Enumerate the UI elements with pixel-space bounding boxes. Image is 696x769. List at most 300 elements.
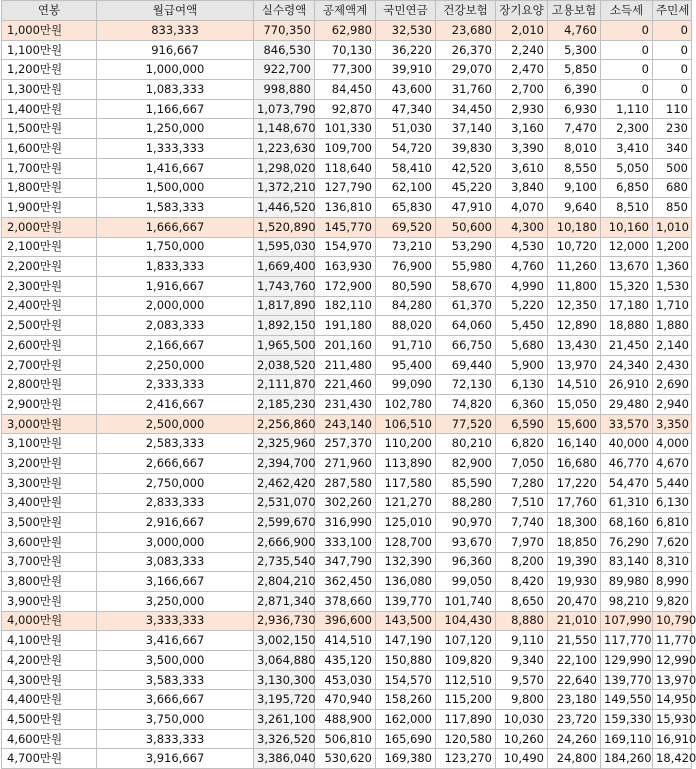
table-row xyxy=(2,454,692,474)
cell-monthly: 3,416,667 xyxy=(97,631,254,651)
cell-employ: 5,850 xyxy=(548,60,601,80)
table-row xyxy=(2,611,692,631)
table-row xyxy=(2,552,692,572)
table-row xyxy=(2,316,692,336)
cell-employ: 24,800 xyxy=(548,749,601,769)
cell-monthly: 1,083,333 xyxy=(97,80,254,100)
cell-employ: 22,640 xyxy=(548,670,601,690)
cell-deduct: 211,480 xyxy=(315,355,376,375)
cell-salary: 3,300만원 xyxy=(2,473,97,493)
cell-care: 6,360 xyxy=(496,395,548,415)
cell-deduct: 154,970 xyxy=(315,237,376,257)
cell-net: 3,195,720 xyxy=(254,690,315,710)
cell-income-tax: 89,980 xyxy=(601,572,653,592)
table-row xyxy=(2,670,692,690)
cell-monthly: 1,500,000 xyxy=(97,178,254,198)
cell-care: 3,610 xyxy=(496,158,548,178)
cell-pension: 47,340 xyxy=(376,99,436,119)
cell-income-tax: 129,990 xyxy=(601,651,653,671)
cell-health: 93,670 xyxy=(436,532,496,552)
cell-salary: 2,300만원 xyxy=(2,276,97,296)
cell-deduct: 453,030 xyxy=(315,670,376,690)
cell-care: 7,050 xyxy=(496,454,548,474)
cell-health: 23,680 xyxy=(436,21,496,41)
cell-deduct: 333,100 xyxy=(315,532,376,552)
cell-health: 99,050 xyxy=(436,572,496,592)
cell-income-tax: 26,910 xyxy=(601,375,653,395)
cell-income-tax: 15,320 xyxy=(601,276,653,296)
cell-salary: 2,000만원 xyxy=(2,217,97,237)
cell-net: 1,298,020 xyxy=(254,158,315,178)
cell-deduct: 488,900 xyxy=(315,710,376,730)
cell-income-tax: 5,050 xyxy=(601,158,653,178)
header-care: 장기요양 xyxy=(496,1,548,21)
cell-care: 2,930 xyxy=(496,99,548,119)
cell-care: 8,880 xyxy=(496,611,548,631)
cell-salary: 3,100만원 xyxy=(2,434,97,454)
cell-monthly: 3,750,000 xyxy=(97,710,254,730)
cell-health: 101,740 xyxy=(436,591,496,611)
cell-employ: 9,100 xyxy=(548,178,601,198)
cell-care: 7,280 xyxy=(496,473,548,493)
cell-salary: 2,500만원 xyxy=(2,316,97,336)
header-net: 실수령액 xyxy=(254,1,315,21)
cell-income-tax: 54,470 xyxy=(601,473,653,493)
cell-pension: 54,720 xyxy=(376,139,436,159)
cell-salary: 1,700만원 xyxy=(2,158,97,178)
table-row xyxy=(2,532,692,552)
cell-employ: 19,930 xyxy=(548,572,601,592)
cell-salary: 4,500만원 xyxy=(2,710,97,730)
cell-deduct: 243,140 xyxy=(315,414,376,434)
cell-monthly: 2,500,000 xyxy=(97,414,254,434)
cell-care: 3,840 xyxy=(496,178,548,198)
cell-salary: 4,200만원 xyxy=(2,651,97,671)
cell-deduct: 316,990 xyxy=(315,513,376,533)
cell-employ: 18,850 xyxy=(548,532,601,552)
cell-income-tax: 0 xyxy=(601,40,653,60)
cell-pension: 165,690 xyxy=(376,729,436,749)
cell-employ: 12,890 xyxy=(548,316,601,336)
cell-employ: 8,010 xyxy=(548,139,601,159)
cell-monthly: 3,916,667 xyxy=(97,749,254,769)
cell-resident-tax: 0 xyxy=(653,21,692,41)
cell-salary: 3,200만원 xyxy=(2,454,97,474)
cell-health: 69,440 xyxy=(436,355,496,375)
cell-health: 85,590 xyxy=(436,473,496,493)
cell-salary: 3,800만원 xyxy=(2,572,97,592)
cell-resident-tax: 14,950 xyxy=(653,690,692,710)
table-row xyxy=(2,493,692,513)
cell-resident-tax: 9,820 xyxy=(653,591,692,611)
cell-health: 29,070 xyxy=(436,60,496,80)
cell-employ: 15,050 xyxy=(548,395,601,415)
cell-pension: 136,080 xyxy=(376,572,436,592)
cell-deduct: 506,810 xyxy=(315,729,376,749)
table-row xyxy=(2,434,692,454)
cell-income-tax: 159,330 xyxy=(601,710,653,730)
cell-resident-tax: 680 xyxy=(653,178,692,198)
cell-employ: 6,390 xyxy=(548,80,601,100)
cell-net: 2,599,670 xyxy=(254,513,315,533)
cell-net: 3,130,300 xyxy=(254,670,315,690)
cell-income-tax: 98,210 xyxy=(601,591,653,611)
cell-pension: 162,000 xyxy=(376,710,436,730)
cell-resident-tax: 1,880 xyxy=(653,316,692,336)
cell-care: 4,990 xyxy=(496,276,548,296)
cell-net: 2,936,730 xyxy=(254,611,315,631)
cell-pension: 132,390 xyxy=(376,552,436,572)
cell-deduct: 101,330 xyxy=(315,119,376,139)
cell-employ: 15,600 xyxy=(548,414,601,434)
cell-care: 7,740 xyxy=(496,513,548,533)
cell-employ: 10,720 xyxy=(548,237,601,257)
cell-health: 104,430 xyxy=(436,611,496,631)
cell-net: 2,394,700 xyxy=(254,454,315,474)
cell-deduct: 470,940 xyxy=(315,690,376,710)
cell-net: 3,064,880 xyxy=(254,651,315,671)
cell-deduct: 362,450 xyxy=(315,572,376,592)
cell-employ: 16,680 xyxy=(548,454,601,474)
cell-pension: 32,530 xyxy=(376,21,436,41)
cell-net: 2,256,860 xyxy=(254,414,315,434)
cell-deduct: 136,810 xyxy=(315,198,376,218)
cell-deduct: 530,620 xyxy=(315,749,376,769)
cell-deduct: 163,930 xyxy=(315,257,376,277)
cell-pension: 91,710 xyxy=(376,336,436,356)
cell-pension: 147,190 xyxy=(376,631,436,651)
cell-pension: 143,500 xyxy=(376,611,436,631)
cell-health: 77,520 xyxy=(436,414,496,434)
cell-pension: 76,900 xyxy=(376,257,436,277)
header-health: 건강보험 xyxy=(436,1,496,21)
cell-care: 9,110 xyxy=(496,631,548,651)
cell-pension: 88,020 xyxy=(376,316,436,336)
cell-income-tax: 6,850 xyxy=(601,178,653,198)
cell-net: 1,372,210 xyxy=(254,178,315,198)
cell-income-tax: 8,510 xyxy=(601,198,653,218)
cell-employ: 19,390 xyxy=(548,552,601,572)
cell-income-tax: 17,180 xyxy=(601,296,653,316)
table-row xyxy=(2,198,692,218)
table-row xyxy=(2,729,692,749)
cell-monthly: 2,666,667 xyxy=(97,454,254,474)
cell-monthly: 1,166,667 xyxy=(97,99,254,119)
cell-care: 7,970 xyxy=(496,532,548,552)
cell-resident-tax: 6,130 xyxy=(653,493,692,513)
cell-net: 1,595,030 xyxy=(254,237,315,257)
cell-income-tax: 0 xyxy=(601,21,653,41)
cell-health: 80,210 xyxy=(436,434,496,454)
cell-pension: 169,380 xyxy=(376,749,436,769)
cell-health: 66,750 xyxy=(436,336,496,356)
table-row xyxy=(2,395,692,415)
cell-salary: 3,400만원 xyxy=(2,493,97,513)
cell-monthly: 1,666,667 xyxy=(97,217,254,237)
table-row xyxy=(2,572,692,592)
cell-salary: 3,600만원 xyxy=(2,532,97,552)
cell-employ: 23,180 xyxy=(548,690,601,710)
cell-health: 58,670 xyxy=(436,276,496,296)
cell-salary: 1,800만원 xyxy=(2,178,97,198)
cell-employ: 5,300 xyxy=(548,40,601,60)
table-row xyxy=(2,336,692,356)
table-row xyxy=(2,473,692,493)
cell-income-tax: 0 xyxy=(601,80,653,100)
cell-net: 1,148,670 xyxy=(254,119,315,139)
cell-care: 10,030 xyxy=(496,710,548,730)
cell-resident-tax: 500 xyxy=(653,158,692,178)
cell-monthly: 833,333 xyxy=(97,21,254,41)
header-monthly: 월급여액 xyxy=(97,1,254,21)
cell-salary: 2,900만원 xyxy=(2,395,97,415)
table-row xyxy=(2,158,692,178)
cell-net: 1,073,790 xyxy=(254,99,315,119)
cell-income-tax: 107,990 xyxy=(601,611,653,631)
cell-deduct: 92,870 xyxy=(315,99,376,119)
cell-employ: 21,550 xyxy=(548,631,601,651)
cell-employ: 20,470 xyxy=(548,591,601,611)
header-employ: 고용보험 xyxy=(548,1,601,21)
cell-deduct: 378,660 xyxy=(315,591,376,611)
cell-health: 90,970 xyxy=(436,513,496,533)
cell-salary: 2,100만원 xyxy=(2,237,97,257)
cell-income-tax: 76,290 xyxy=(601,532,653,552)
cell-income-tax: 10,160 xyxy=(601,217,653,237)
cell-pension: 65,830 xyxy=(376,198,436,218)
cell-net: 998,880 xyxy=(254,80,315,100)
cell-care: 8,200 xyxy=(496,552,548,572)
cell-care: 10,260 xyxy=(496,729,548,749)
cell-resident-tax: 340 xyxy=(653,139,692,159)
cell-resident-tax: 5,440 xyxy=(653,473,692,493)
cell-resident-tax: 3,350 xyxy=(653,414,692,434)
cell-employ: 13,970 xyxy=(548,355,601,375)
cell-income-tax: 24,340 xyxy=(601,355,653,375)
table-row xyxy=(2,80,692,100)
cell-resident-tax: 0 xyxy=(653,60,692,80)
cell-resident-tax: 4,000 xyxy=(653,434,692,454)
cell-deduct: 109,700 xyxy=(315,139,376,159)
cell-care: 6,820 xyxy=(496,434,548,454)
cell-income-tax: 149,550 xyxy=(601,690,653,710)
cell-resident-tax: 0 xyxy=(653,80,692,100)
cell-health: 120,580 xyxy=(436,729,496,749)
cell-health: 50,600 xyxy=(436,217,496,237)
cell-health: 53,290 xyxy=(436,237,496,257)
cell-net: 3,386,040 xyxy=(254,749,315,769)
cell-monthly: 3,166,667 xyxy=(97,572,254,592)
table-row xyxy=(2,119,692,139)
table-row xyxy=(2,690,692,710)
table-row xyxy=(2,414,692,434)
cell-deduct: 435,120 xyxy=(315,651,376,671)
cell-employ: 18,300 xyxy=(548,513,601,533)
cell-monthly: 1,416,667 xyxy=(97,158,254,178)
table-row xyxy=(2,237,692,257)
cell-pension: 106,510 xyxy=(376,414,436,434)
cell-income-tax: 1,110 xyxy=(601,99,653,119)
cell-employ: 12,350 xyxy=(548,296,601,316)
table-row xyxy=(2,355,692,375)
cell-resident-tax: 0 xyxy=(653,40,692,60)
cell-salary: 4,600만원 xyxy=(2,729,97,749)
cell-salary: 3,900만원 xyxy=(2,591,97,611)
cell-income-tax: 83,140 xyxy=(601,552,653,572)
cell-employ: 4,760 xyxy=(548,21,601,41)
cell-care: 2,240 xyxy=(496,40,548,60)
header-pension: 국민연금 xyxy=(376,1,436,21)
cell-care: 2,470 xyxy=(496,60,548,80)
cell-employ: 8,550 xyxy=(548,158,601,178)
cell-net: 2,185,230 xyxy=(254,395,315,415)
cell-care: 4,760 xyxy=(496,257,548,277)
cell-net: 1,743,760 xyxy=(254,276,315,296)
cell-care: 4,300 xyxy=(496,217,548,237)
cell-health: 31,760 xyxy=(436,80,496,100)
cell-salary: 1,500만원 xyxy=(2,119,97,139)
table-row xyxy=(2,60,692,80)
cell-deduct: 118,640 xyxy=(315,158,376,178)
cell-resident-tax: 10,790 xyxy=(653,611,692,631)
cell-pension: 80,590 xyxy=(376,276,436,296)
cell-resident-tax: 1,200 xyxy=(653,237,692,257)
cell-resident-tax: 1,530 xyxy=(653,276,692,296)
cell-pension: 58,410 xyxy=(376,158,436,178)
cell-salary: 2,700만원 xyxy=(2,355,97,375)
table-row xyxy=(2,217,692,237)
cell-net: 2,666,900 xyxy=(254,532,315,552)
cell-deduct: 271,960 xyxy=(315,454,376,474)
cell-pension: 110,200 xyxy=(376,434,436,454)
cell-monthly: 3,500,000 xyxy=(97,651,254,671)
cell-deduct: 62,980 xyxy=(315,21,376,41)
cell-income-tax: 18,880 xyxy=(601,316,653,336)
cell-monthly: 1,916,667 xyxy=(97,276,254,296)
cell-net: 1,223,630 xyxy=(254,139,315,159)
cell-monthly: 2,000,000 xyxy=(97,296,254,316)
cell-salary: 1,000만원 xyxy=(2,21,97,41)
cell-health: 72,130 xyxy=(436,375,496,395)
cell-employ: 11,800 xyxy=(548,276,601,296)
cell-deduct: 257,370 xyxy=(315,434,376,454)
cell-care: 5,680 xyxy=(496,336,548,356)
cell-care: 2,700 xyxy=(496,80,548,100)
cell-resident-tax: 11,770 xyxy=(653,631,692,651)
cell-pension: 84,280 xyxy=(376,296,436,316)
cell-health: 37,140 xyxy=(436,119,496,139)
table-row xyxy=(2,21,692,41)
cell-employ: 16,140 xyxy=(548,434,601,454)
cell-salary: 4,400만원 xyxy=(2,690,97,710)
cell-pension: 73,210 xyxy=(376,237,436,257)
cell-deduct: 414,510 xyxy=(315,631,376,651)
cell-salary: 1,300만원 xyxy=(2,80,97,100)
cell-income-tax: 169,110 xyxy=(601,729,653,749)
cell-income-tax: 68,160 xyxy=(601,513,653,533)
cell-health: 64,060 xyxy=(436,316,496,336)
cell-net: 1,965,500 xyxy=(254,336,315,356)
cell-monthly: 3,000,000 xyxy=(97,532,254,552)
cell-resident-tax: 15,930 xyxy=(653,710,692,730)
cell-health: 82,900 xyxy=(436,454,496,474)
cell-salary: 4,100만원 xyxy=(2,631,97,651)
cell-resident-tax: 2,140 xyxy=(653,336,692,356)
cell-health: 88,280 xyxy=(436,493,496,513)
cell-pension: 62,100 xyxy=(376,178,436,198)
cell-deduct: 77,300 xyxy=(315,60,376,80)
cell-salary: 1,400만원 xyxy=(2,99,97,119)
cell-salary: 2,400만원 xyxy=(2,296,97,316)
cell-resident-tax: 7,620 xyxy=(653,532,692,552)
cell-employ: 10,180 xyxy=(548,217,601,237)
cell-health: 34,450 xyxy=(436,99,496,119)
cell-pension: 51,030 xyxy=(376,119,436,139)
cell-income-tax: 40,000 xyxy=(601,434,653,454)
cell-health: 39,830 xyxy=(436,139,496,159)
cell-income-tax: 117,770 xyxy=(601,631,653,651)
cell-health: 47,910 xyxy=(436,198,496,218)
cell-deduct: 182,110 xyxy=(315,296,376,316)
cell-income-tax: 46,770 xyxy=(601,454,653,474)
cell-resident-tax: 16,910 xyxy=(653,729,692,749)
cell-employ: 6,930 xyxy=(548,99,601,119)
cell-health: 26,370 xyxy=(436,40,496,60)
cell-health: 45,220 xyxy=(436,178,496,198)
cell-care: 3,390 xyxy=(496,139,548,159)
cell-salary: 3,700만원 xyxy=(2,552,97,572)
cell-deduct: 201,160 xyxy=(315,336,376,356)
cell-net: 1,892,150 xyxy=(254,316,315,336)
cell-care: 7,510 xyxy=(496,493,548,513)
cell-income-tax: 184,260 xyxy=(601,749,653,769)
cell-care: 4,070 xyxy=(496,198,548,218)
cell-monthly: 916,667 xyxy=(97,40,254,60)
cell-employ: 17,220 xyxy=(548,473,601,493)
cell-health: 96,360 xyxy=(436,552,496,572)
cell-pension: 139,770 xyxy=(376,591,436,611)
cell-deduct: 347,790 xyxy=(315,552,376,572)
cell-income-tax: 12,000 xyxy=(601,237,653,257)
cell-resident-tax: 12,990 xyxy=(653,651,692,671)
cell-care: 8,420 xyxy=(496,572,548,592)
cell-pension: 128,700 xyxy=(376,532,436,552)
cell-salary: 1,600만원 xyxy=(2,139,97,159)
cell-care: 5,450 xyxy=(496,316,548,336)
table-row xyxy=(2,513,692,533)
cell-resident-tax: 13,970 xyxy=(653,670,692,690)
cell-salary: 1,200만원 xyxy=(2,60,97,80)
cell-net: 2,462,420 xyxy=(254,473,315,493)
cell-net: 3,261,100 xyxy=(254,710,315,730)
cell-monthly: 3,583,333 xyxy=(97,670,254,690)
cell-pension: 43,600 xyxy=(376,80,436,100)
cell-monthly: 2,250,000 xyxy=(97,355,254,375)
cell-monthly: 2,750,000 xyxy=(97,473,254,493)
cell-monthly: 3,083,333 xyxy=(97,552,254,572)
cell-care: 6,130 xyxy=(496,375,548,395)
table-row xyxy=(2,591,692,611)
cell-salary: 4,300만원 xyxy=(2,670,97,690)
header-resident-tax: 주민세 xyxy=(653,1,692,21)
cell-health: 61,370 xyxy=(436,296,496,316)
cell-net: 1,669,400 xyxy=(254,257,315,277)
cell-income-tax: 3,410 xyxy=(601,139,653,159)
table-row xyxy=(2,375,692,395)
cell-deduct: 172,900 xyxy=(315,276,376,296)
cell-health: 107,120 xyxy=(436,631,496,651)
cell-health: 109,820 xyxy=(436,651,496,671)
